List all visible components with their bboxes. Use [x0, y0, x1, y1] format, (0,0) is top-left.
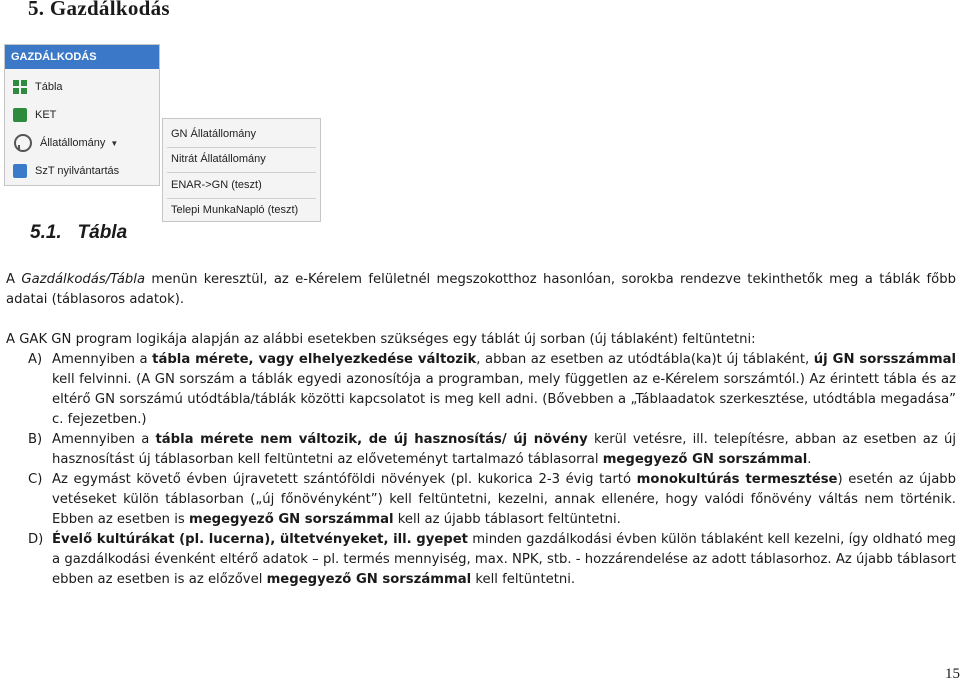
- submenu-item-enar-gn[interactable]: ENAR->GN (teszt): [171, 179, 262, 191]
- menu-path: Gazdálkodás/Tábla: [21, 272, 146, 287]
- text-run: kell feltüntetni.: [471, 572, 576, 587]
- emphasis-text: megegyező GN sorszámmal: [602, 452, 808, 467]
- text-run: , abban az esetben az utódtábla(ka)t új táblaként,: [476, 352, 814, 367]
- submenu-divider: [167, 198, 316, 199]
- text-run: kell az újabb táblasort feltüntetni.: [393, 512, 621, 527]
- list-item-text: [52, 530, 956, 590]
- emphasis-text: tábla mérete nem változik, de új hasznosítás/ új növény: [155, 432, 588, 447]
- submenu-item-nitrat-allatallomany[interactable]: Nitrát Állatállomány: [171, 153, 266, 165]
- submenu-divider: [167, 147, 316, 148]
- lead-paragraph: A GAK GN program logikája alapján az alábbi esetekben szükséges egy táblát új sorban (új táblaként) feltüntetni:: [6, 332, 756, 347]
- animal-icon: [14, 134, 32, 152]
- menu-item-label: KET: [35, 109, 57, 121]
- text-run: .: [807, 452, 812, 467]
- emphasis-text: megegyező GN sorszámmal: [188, 512, 394, 527]
- register-icon: [13, 164, 27, 178]
- list-item: [6, 350, 956, 430]
- list-item-label: C): [28, 472, 43, 487]
- emphasis-text: Évelő kultúrákat (pl. lucerna), ültetvényeket, ill. gyepet: [52, 532, 468, 547]
- gazdalkodas-menu: [4, 44, 160, 186]
- submenu-item-gn-allatallomany[interactable]: GN Állatállomány: [171, 128, 256, 140]
- list-item-label: B): [28, 432, 43, 447]
- list-item-label: A): [28, 352, 43, 367]
- intro-text: menün keresztül, az e-Kérelem felületnél megszokotthoz hasonlóan, sorokba rendezve tekinthetők meg a táblák főbb adatai (táblasoros adatok).: [6, 272, 956, 307]
- list-item-label: D): [28, 532, 44, 547]
- submenu-divider: [167, 172, 316, 173]
- emphasis-text: tábla mérete, vagy elhelyezkedése változik: [152, 352, 477, 367]
- list-item: [6, 530, 956, 590]
- caret-down-icon: ▼: [110, 138, 119, 148]
- list-item-text: [52, 470, 956, 530]
- text-run: Amennyiben a: [52, 432, 156, 447]
- menu-item-tabla[interactable]: [13, 77, 63, 97]
- emphasis-text: monokultúrás termesztése: [636, 472, 838, 487]
- submenu-item-telepi-munkanaplo[interactable]: Telepi MunkaNapló (teszt): [171, 204, 299, 216]
- ket-icon: [13, 108, 27, 122]
- text-run: minden gazdálkodási évben külön táblaként kell kezelni, így oldható meg a gazdálkodási évenként eltérő adatok – pl. termés mennyiség, max. NPK, stb. - hozzárendelése az adott táblasorhoz. Az újabb táblasort ebben az esetben is az előzővel: [52, 532, 957, 587]
- list-item-text: [52, 430, 956, 470]
- menu-item-ket[interactable]: [13, 105, 56, 125]
- menu-item-label: Tábla: [35, 81, 63, 93]
- intro-paragraph: [6, 270, 956, 310]
- chapter-heading: 5. Gazdálkodás: [28, 0, 170, 20]
- intro-prefix: A: [6, 272, 22, 287]
- list-item-text: [52, 350, 956, 430]
- text-run: kerül vetésre, ill. telepítésre, abban az esetben az új hasznosítást új táblasorban kell feltüntetni az előveteményt tartalmazó táblasorral: [52, 432, 956, 467]
- allatallomany-submenu: [162, 118, 321, 222]
- text-run: Az egymást követő évben újravetett szántóföldi növények (pl. kukorica 2-3 évig tartó: [52, 472, 637, 487]
- menu-item-label: SzT nyilvántartás: [35, 165, 120, 177]
- text-run: Amennyiben a: [52, 352, 153, 367]
- grid-icon: [13, 80, 27, 94]
- text-run: ) esetén az újabb vetéseket külön táblasorban („új főnövényként”) kell feltüntetni, kezelni, annak ellenére, hogy valódi főnövény váltás nem történik. Ebben az esetben is: [52, 472, 957, 527]
- case-list: [6, 350, 956, 590]
- menu-item-allatallomany[interactable]: [13, 133, 118, 153]
- section-heading: 5.1. Tábla: [30, 222, 128, 243]
- menu-item-szt-nyilvantartas[interactable]: [13, 161, 119, 181]
- list-item: [6, 430, 956, 470]
- emphasis-text: megegyező GN sorszámmal: [266, 572, 472, 587]
- page-number: 15: [945, 666, 960, 682]
- list-item: [6, 470, 956, 530]
- emphasis-text: új GN sorsszámmal: [813, 352, 956, 367]
- menu-item-label: Állatállomány: [40, 137, 106, 149]
- menu-header[interactable]: GAZDÁLKODÁS: [5, 45, 159, 69]
- text-run: kell felvinni. (A GN sorszám a táblák egyedi azonosítója a programban, mely független az e-Kérelem sorszámtól.) Az érintett tábla és az eltérő GN sorszámú utódtábla/táblák közötti kapcsolatot is meg kell adni. (Bővebben a „Táblaadatok szerkesztése, utódtábla megadása” c. fejezetben.): [52, 372, 956, 427]
